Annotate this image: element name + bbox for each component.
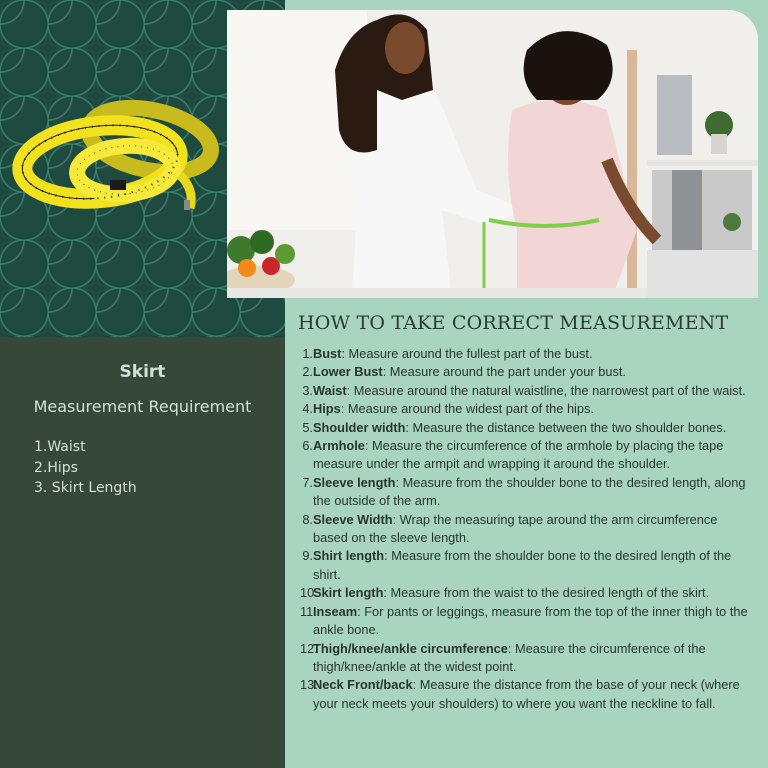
step-description: : Measure from the shoulder bone to the desired length, along the outside of the arm. [313,474,746,509]
step-number: 1. [302,346,313,361]
step-number: 12. [300,640,318,656]
requirement-item [34,478,137,499]
step-item [300,603,755,640]
step-number: 7. [302,474,313,490]
step-term: Sleeve Width [313,511,393,527]
measurement-steps-list [300,345,755,713]
requirement-number: 1. [34,439,48,455]
step-item [300,345,755,363]
photo-scene [227,10,758,298]
step-description: : Measure around the widest part of the hips. [340,401,594,417]
requirement-item [34,458,137,479]
step-term: Hips [313,401,341,417]
step-description: : Measure the circumference of the thigh/knee/ankle at the widest point. [313,640,706,674]
step-number: 4. [302,401,313,417]
step-term: Shoulder width [313,419,406,435]
requirement-subheading: Measurement Requirement [33,397,252,416]
step-description: : Measure from the shoulder bone to the desired length of the shirt. [313,548,732,582]
requirement-label: Skirt Length [47,480,137,496]
step-item [300,474,755,511]
requirement-item [34,437,137,458]
measuring-tape-image [10,100,220,215]
step-number: 2. [302,364,313,380]
step-number: 3. [302,382,313,398]
step-description: : Measure the circumference of the armhole by placing the tape measure under the armpit and wrapping it around the shoulder. [313,438,724,472]
step-item [300,419,755,437]
requirement-number: 2. [34,459,48,476]
step-item [300,640,755,677]
step-term: Bust [313,346,342,361]
step-item [300,676,755,713]
step-number: 13. [300,677,318,693]
step-description: : Measure the distance between the two shoulder bones. [405,419,727,435]
step-term: Thigh/knee/ankle circumference [313,640,508,656]
step-number: 5. [302,419,313,435]
step-number: 11. [300,603,317,619]
requirement-label: Hips [47,459,78,476]
step-number: 9. [302,548,313,564]
step-term: Skirt length [313,585,384,601]
step-term: Neck Front/back [313,677,413,693]
step-item [300,547,755,584]
step-term: Armhole [313,438,365,454]
step-item [300,437,755,474]
requirement-label: Waist [47,439,86,455]
step-number: 6. [302,438,313,454]
step-description: : Measure around the part under your bust. [382,364,626,380]
step-number: 10. [300,585,318,601]
step-item [300,363,755,381]
step-term: Waist [313,382,347,398]
garment-heading: Skirt [119,362,166,382]
step-description: : Wrap the measuring tape around the arm circumference based on the sleeve length. [313,511,718,546]
step-description: : For pants or leggings, measure from the top of the inner thigh to the ankle bone. [313,603,748,638]
step-term: Sleeve length [313,474,396,490]
step-item [300,511,755,548]
requirement-number: 3. [34,480,48,496]
step-term: Lower Bust [313,364,383,380]
page-title: HOW TO TAKE CORRECT MEASUREMENT [298,312,729,334]
step-item [300,584,755,602]
step-description: : Measure the distance from the base of your neck (where your neck meets your shoulders) to where you want the neckline to fall. [313,677,740,711]
step-item [300,382,755,400]
measurement-photo [227,10,758,298]
step-term: Inseam [313,603,358,619]
step-description: : Measure around the natural waistline, the narrowest part of the waist. [346,382,746,398]
step-term: Shirt length [313,548,385,564]
requirement-list [34,437,137,499]
step-number: 8. [302,511,313,527]
step-item [300,400,755,418]
step-description: : Measure from the waist to the desired length of the skirt. [383,585,710,601]
step-description: : Measure around the fullest part of the bust. [341,346,593,361]
